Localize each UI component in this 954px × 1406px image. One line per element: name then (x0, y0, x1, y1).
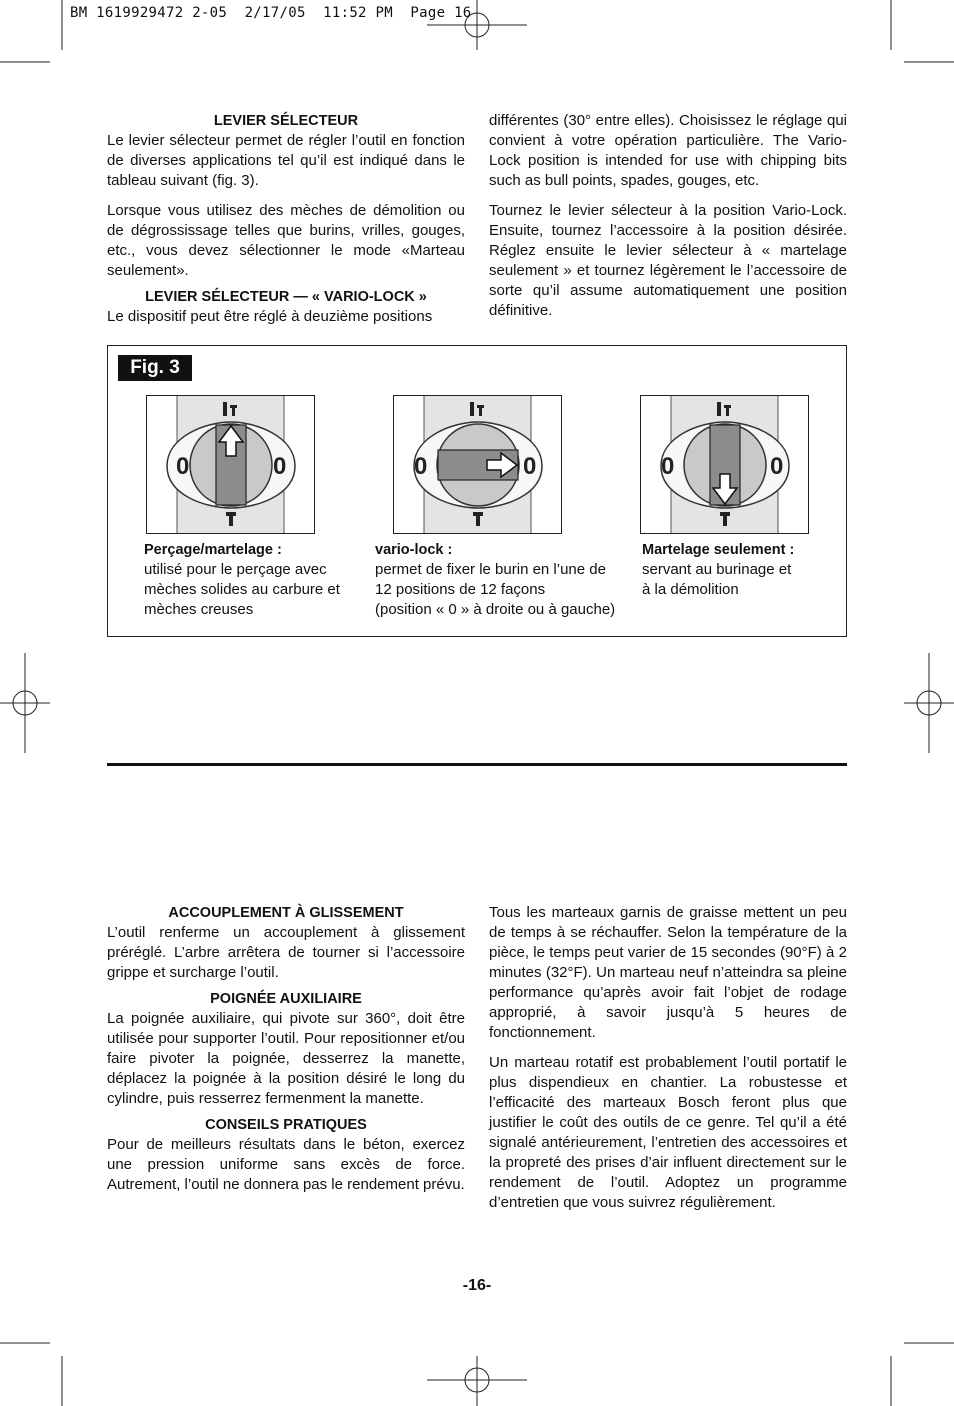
paragraph: Tous les marteaux garnis de graisse mettent un peu de temps à se réchauffer. Selon la température de la pièce, le temps peut varier de 15 secondes (90°F) à 2 minutes (32°F). Un marteau neuf n’atteindra sa pleine performance qu’après avoir fait l’objet de rodage approprié, à savoir jusqu’à 5 heures de fonctionnement. (489, 904, 847, 1041)
heading-accouplement: ACCOUPLEMENT À GLISSEMENT (168, 905, 404, 921)
dial-vario-lock (393, 395, 562, 534)
paragraph: Lorsque vous utilisez des mèches de démolition ou de dégrossissage telles que burins, vrilles, gouges, etc., vous devez sélectionner le mode «Marteau seulement». (107, 202, 465, 279)
caption-hammer-only: Martelage seulement : servant au burinage et à la démolition (642, 542, 795, 598)
heading-conseils-pratiques: CONSEILS PRATIQUES (205, 1117, 367, 1133)
paragraph: Un marteau rotatif est probablement l’outil portatif le plus dispendieux en chantier. La robustesse et l’efficacité des marteaux Bosch feront plus que justifier le coût des outils de ce genre. Tel qu’il a été signalé antérieurement, l’entretien des accessoires et la propreté des prises d’air influent directement sur le rendement de l’outil. Adoptez un programme d’entretien que vous suivrez régulièrement. (489, 1054, 847, 1211)
svg-text:0: 0 (523, 453, 537, 480)
svg-text:0: 0 (273, 453, 287, 480)
print-slug: BM 1619929472 2-05 2/17/05 11:52 PM Page 16 (70, 5, 472, 21)
dial-drill-hammer (146, 395, 315, 534)
paragraph: Le levier sélecteur permet de régler l’outil en fonction de diverses applications tel qu’il est indiqué dans le tableau suivant (fig. 3). (107, 132, 465, 189)
paragraph: Tournez le levier sélecteur à la position Vario-Lock. Ensuite, tournez l’accessoire à la position désirée. Réglez ensuite le levier sélecteur à « martelage seulement » et tournez légèrement le l’accessoire de sorte qu’il assume automatiquement une position définitive. (489, 202, 847, 319)
caption-drill-hammer: Perçage/martelage : utilisé pour le perçage avec mèches solides au carbure et mèches creuses (144, 542, 340, 618)
dial-hammer-only (640, 395, 809, 534)
heading-vario-lock: LEVIER SÉLECTEUR — « VARIO-LOCK » (145, 289, 427, 305)
heading-poignee-auxiliaire: POIGNÉE AUXILIAIRE (210, 991, 362, 1007)
svg-text:0: 0 (176, 453, 190, 480)
section-divider (107, 763, 847, 766)
paragraph: La poignée auxiliaire, qui pivote sur 360°, doit être utilisée pour supporter l’outil. Pour repositionner et/ou faire pivoter la poignée, desserrez la manette, déplacez la poignée à la position désiré le long du cylindre, puis resserrez fermenment la manette. (107, 1010, 465, 1107)
paragraph: Pour de meilleurs résultats dans le béton, exercez une pression uniforme sans excès de force. Autrement, l’outil ne donnera pas le rendement prévu. (107, 1136, 465, 1193)
caption-vario-lock: vario-lock : permet de fixer le burin en l’une de 12 positions de 12 façons (position « 0 » à droite ou à gauche) (375, 542, 616, 618)
page-number: -16- (462, 1277, 492, 1294)
heading-levier-selecteur: LEVIER SÉLECTEUR (213, 113, 359, 129)
paragraph: L’outil renferme un accouplement à glissement préréglé. L’arbre arrêtera de tourner si l’accessoire grippe et surcharge l’outil. (107, 924, 465, 981)
top-left-column (107, 111, 465, 337)
svg-text:0: 0 (770, 453, 784, 480)
bottom-right-column (489, 903, 847, 1223)
bottom-left-column (107, 903, 465, 1205)
figure-label: Fig. 3 (118, 355, 192, 381)
top-right-column (489, 111, 847, 331)
svg-text:0: 0 (414, 453, 428, 480)
figure-3 (107, 345, 847, 637)
paragraph: différentes (30° entre elles). Choisissez le réglage qui convient à votre opération particulière. The Vario-Lock position is intended for use with chipping bits such as bull points, spades, gouges, etc. (489, 112, 847, 189)
svg-text:0: 0 (661, 453, 675, 480)
paragraph: Le dispositif peut être réglé à deuzième positions (107, 308, 433, 325)
